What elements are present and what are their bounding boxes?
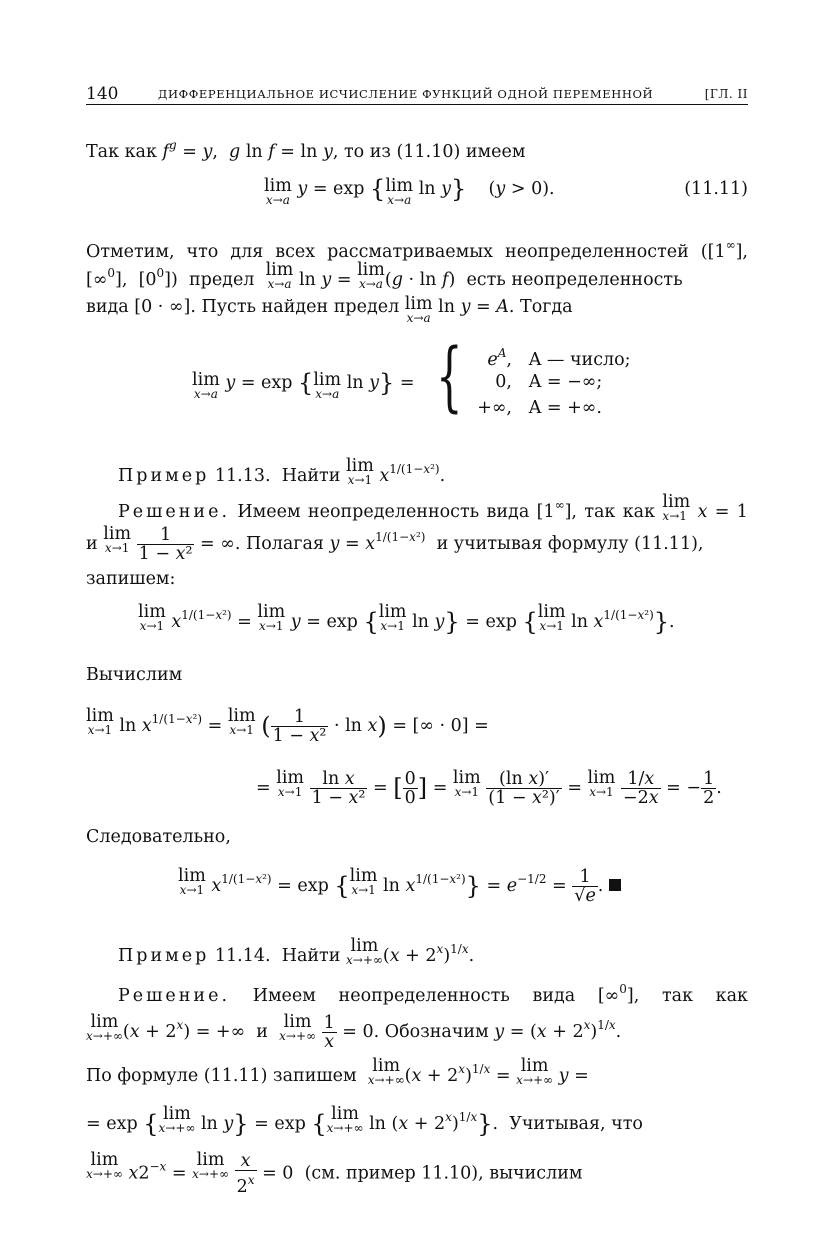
page-number: 140: [86, 84, 119, 104]
compute-label: Вычислим: [86, 665, 183, 685]
intro-line: Так как $f^g = y$, g ln f = ln y, то из (11.10) имеем: [86, 138, 526, 162]
write-label: запишем:: [86, 569, 176, 589]
running-header: [86, 84, 748, 106]
example-11-14-heading: Пример 11.14. Найти lim x→+∞ $(x + 2^x)^{1/x}$.: [118, 936, 475, 967]
computation-line-1: lim x→1 $\ln x^{1/(1-x^2)} = \lim$ x→1 ( $\frac{1}{\text{1 − x²}}$ · ln x) = [∞ · 0] =: [86, 706, 489, 746]
book-page: 140 ДИФФЕРЕНЦИАЛЬНОЕ ИСЧИСЛЕНИЕ ФУНКЦИЙ ОДНОЙ ПЕРЕМЕННОЙ [ГЛ. II Так как $f^g = y$, g ln f = ln y, то из (11.10) имеем lim x→a y = exp {lim x→a ln y} (y > 0). (11.11) Отметим, что для всех рассматриваемых неопределенностей ([1∞], [∞$^0$], $[0^0]$) предел lim x→a ln y = lim x→a (g · ln f) есть неопределенность вида [0 · ∞]. Пусть найден предел lim x→a ln y = A. Тогда lim x→a y = exp {lim x→a ln y} = { $e^A$, A — число; 0, A = −∞; +∞, A = +∞. Пример 11.13. Найти lim x→1 $x^{1/(1-x^2)}$. Решение. Имеем неопределенность вида [1∞], так как lim x→1 x = 1 и lim x→1 $\frac{1}{\text{1 − x²}}$ = ∞. Полагая $y = x^{1/(1-x^2)}$ и учитывая формулу (11.11), запишем: lim x→1 $x^{1/(1-x^2)} = \lim$ x→1 y = exp {lim x→1 ln y} = exp {lim x→1 $\ln x^{1/(1-x^2)}$}. Вычислим lim x→1 $\ln x^{1/(1-x^2)} = \lim$ x→1 ( $\frac{1}{\text{1 − x²}}$ · ln x) = [∞ · 0] = = lim x→1 $\frac{\text{ln x}}{\text{1 − x²}}$ = [ $\frac{0}{0}$ ] = lim x→1 $\frac{\text{(ln x)′}}{\text{(1 − x²)′}}$ = lim x→1 $\frac{1/x}{-2x}$ = − $\frac{1}{2}$ . Следовательно, lim x→1 $x^{1/(1-x^2)} = \exp \{\lim$ x→1 $\ln x^{1/(1-x^2)}\} = e^{-1/2}$ = $\frac{1}{√e}$ . Пример 11.14. Найти lim x→+∞ $(x + 2^x)^{1/x}$. Решение. Имеем неопределенность вида [∞$^0$], так как lim x→+∞ $(x + 2^x)$ = +∞ и lim x→+∞ $\frac{1}{x}$ = 0. Обозначим $y = (x + 2^x)^{1/x}$. По формуле (11.11) запишем lim x→+∞ $(x + 2^x)^{1/x} = \lim$ x→+∞ y = = exp { lim x→+∞ ln y} = exp { lim x→+∞ $\ln (x + 2^x)^{1/x}$}. Учитывая, что lim x→+∞ $x2^{-x} = \lim$ x→+∞ $\frac{x}{2^x}$ = 0 (см. пример 11.10), вычислим: [86, 84, 748, 1197]
solution2-line-1: Решение. Имеем неопределенность вида [∞$^0$], так как: [118, 982, 748, 1006]
chapter-marker: [ГЛ. II: [704, 87, 748, 101]
solution2-line-4: = exp { lim x→+∞ ln y} = exp { lim x→+∞ $\ln (x + 2^x)^{1/x}$}. Учитывая, что: [86, 1104, 643, 1138]
note-line-1: Отметим, что для всех рассматриваемых неопределенностей ([1∞],: [86, 238, 748, 262]
solution2-line-5: lim x→+∞ $x2^{-x} = \lim$ x→+∞ $\frac{x}{2^x}$ = 0 (см. пример 11.10), вычислим: [86, 1150, 583, 1197]
example-11-13-heading: Пример 11.13. Найти lim x→1 $x^{1/(1-x^2)}$.: [118, 456, 446, 487]
equation-number: (11.11): [684, 179, 748, 199]
case-1: $e^A$, A — число;: [487, 346, 631, 370]
note-line-3: вида [0 · ∞]. Пусть найден предел lim x→a ln y = A. Тогда: [86, 294, 573, 325]
case-2: 0, A = −∞;: [495, 372, 603, 392]
end-of-proof-square: [609, 879, 621, 891]
note-line-2: [∞$^0$], $[0^0]$) предел lim x→a ln y = lim x→a (g · ln f) есть неопределенность: [86, 260, 683, 291]
solution-line-1: Решение. Имеем неопределенность вида [1∞], так как lim x→1 x = 1: [118, 492, 748, 523]
running-title: ДИФФЕРЕНЦИАЛЬНОЕ ИСЧИСЛЕНИЕ ФУНКЦИЙ ОДНОЙ ПЕРЕМЕННОЙ: [158, 87, 654, 101]
cases-block: [436, 331, 636, 422]
solution-line-2: и lim x→1 $\frac{1}{\text{1 − x²}}$ = ∞. Полагая $y = x^{1/(1-x^2)}$ и учитывая формулу (11.11),: [86, 524, 704, 564]
header-rule: [86, 104, 748, 105]
left-brace: {: [436, 331, 463, 420]
case-3: +∞, A = +∞.: [477, 398, 602, 418]
solution2-line-3: По формуле (11.11) запишем lim x→+∞ $(x + 2^x)^{1/x} = \lim$ x→+∞ y =: [86, 1056, 589, 1087]
solution2-line-2: lim x→+∞ $(x + 2^x)$ = +∞ и lim x→+∞ $\frac{1}{x}$ = 0. Обозначим $y = (x + 2^x)^{1/x}$.: [86, 1012, 622, 1052]
hence-label: Следовательно,: [86, 827, 231, 847]
